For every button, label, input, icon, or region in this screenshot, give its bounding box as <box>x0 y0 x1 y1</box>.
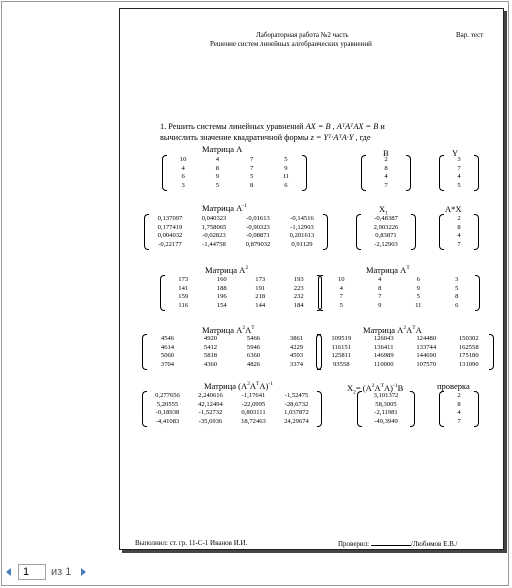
matrix-cell: 0,91129 <box>291 240 313 248</box>
matrix-check <box>439 391 479 427</box>
matrix-cell: 160 <box>216 276 227 283</box>
task-text: 1. Решить системы линейных уравнений <box>160 122 306 131</box>
matrix-a2-title-text: Матрица A <box>205 264 246 275</box>
formula-atatax-b: AᵀAᵀAX = B <box>336 122 379 131</box>
signature-line <box>371 539 411 546</box>
check-title: проверка <box>437 381 470 391</box>
matrix-y-title: Y <box>452 148 459 158</box>
matrix-cell: 6 <box>455 301 459 309</box>
matrix-cell: 8 <box>457 223 461 231</box>
matrix-cell: 144 <box>255 301 266 309</box>
matrix-cell: 131090 <box>458 360 479 368</box>
matrix-cell: -0,08871 <box>246 232 270 240</box>
matrix-a2ata-title-mid: A <box>406 324 413 335</box>
matrix-cell: 5,20555 <box>156 400 179 408</box>
matrix-at-title-sup: T <box>406 265 410 271</box>
matrix-ainv-title-text: Матрица A <box>202 202 243 213</box>
matrix-x2-title-sup3: -1 <box>393 383 398 389</box>
matrix-cell: 9 <box>416 284 420 292</box>
matrix-cell: 0,137097 <box>157 215 183 222</box>
matrix-cell: 2,240616 <box>198 392 223 399</box>
document-viewport[interactable] <box>2 2 508 559</box>
matrix-cell: 218 <box>255 293 266 301</box>
matrix-cell: 4 <box>378 276 382 283</box>
matrix-a2-at-a <box>316 334 494 370</box>
page-navigator <box>0 562 120 584</box>
matrix-cell: 173 <box>178 276 189 283</box>
matrix-cell: 133744 <box>416 343 437 351</box>
matrix-a <box>162 155 307 191</box>
matrix-cell: 116151 <box>331 343 352 351</box>
matrix-cell: 5060 <box>160 352 175 360</box>
matrix-cell: 196 <box>216 293 227 301</box>
matrix-a-squared <box>160 275 322 311</box>
matrix-cell: -0,18938 <box>155 409 180 417</box>
matrix-cell: 175180 <box>458 352 479 360</box>
matrix-cell: 0,004032 <box>157 232 183 240</box>
matrix-cell: 0,83871 <box>375 232 397 240</box>
matrix-cell: 2 <box>457 392 461 399</box>
matrix-cell: -0,22177 <box>158 240 182 248</box>
matrix-ax <box>439 214 479 250</box>
matrix-cell: 2 <box>457 215 461 222</box>
header-variant: Вар. тест <box>456 31 484 39</box>
task-text: и <box>378 122 385 131</box>
matrix-cell: 0,177419 <box>157 223 183 231</box>
matrix-cell: 0,201613 <box>289 232 315 240</box>
matrix-a2ata-title-text: Матрица A <box>363 324 404 335</box>
matrix-x2-title-end: A) <box>384 382 394 393</box>
matrix-a2at-title-mid: A <box>245 324 252 335</box>
matrix-cell: -4,41083 <box>155 417 180 425</box>
matrix-at-title <box>366 263 410 275</box>
header-title-line1: Лабораторная работа №2 часть <box>256 31 349 39</box>
task-separator: , <box>330 122 337 131</box>
matrix-cell: 42,12494 <box>198 400 223 408</box>
matrix-cell: 6 <box>284 181 288 189</box>
prev-page-arrow-icon[interactable] <box>6 568 11 576</box>
matrix-cell: 8 <box>455 293 459 301</box>
footer-checker-label: Проверил: <box>338 540 370 548</box>
matrix-cell: 188 <box>216 284 227 292</box>
matrix-cell: 4 <box>339 284 343 292</box>
matrix-a2-at <box>142 334 322 370</box>
matrix-cell: 3,101372 <box>373 392 399 399</box>
matrix-a-transposed <box>318 275 480 311</box>
page-count-label: из 1 <box>51 566 72 578</box>
document-page <box>119 8 504 550</box>
matrix-cell: 9 <box>378 301 382 309</box>
matrix-cell: 3704 <box>160 360 175 368</box>
matrix-cell: 2,903226 <box>373 223 399 231</box>
matrix-cell: 154 <box>216 301 227 309</box>
matrix-cell: 126043 <box>373 335 394 342</box>
matrix-a2at-title-sup2: T <box>251 325 255 331</box>
matrix-at-title-text: Матрица A <box>366 264 407 275</box>
matrix-cell: 4360 <box>203 360 218 368</box>
formula-ax-b: AX = B <box>305 122 331 131</box>
matrix-inverse-product <box>142 391 322 427</box>
matrix-cell: -1,52475 <box>284 392 309 399</box>
matrix-cell: 8 <box>215 164 220 172</box>
matrix-cell: 116 <box>178 301 189 309</box>
matrix-inv-title-sup2: T <box>256 381 260 387</box>
matrix-a2ata-title-sup1: 2 <box>403 325 407 331</box>
matrix-a2at-title-sup1: 2 <box>242 325 246 331</box>
matrix-cell: 150302 <box>458 335 479 342</box>
matrix-cell: 3374 <box>289 360 304 368</box>
matrix-ainv-title-sup: -1 <box>242 203 247 209</box>
matrix-x2-title-mid: A <box>374 382 381 393</box>
matrix-cell: 7 <box>457 164 461 172</box>
matrix-cell: 24,29674 <box>284 417 309 425</box>
matrix-cell: 7 <box>339 293 343 301</box>
matrix-ainv-title <box>202 201 247 213</box>
matrix-cell: 10 <box>337 276 345 283</box>
matrix-cell: 5818 <box>203 352 218 360</box>
footer-checker <box>338 539 457 549</box>
matrix-inv-title-sup3: -1 <box>268 381 273 387</box>
matrix-inv-title-mid: A <box>249 380 257 391</box>
matrix-x1 <box>356 214 416 250</box>
matrix-cell: 125811 <box>331 352 352 360</box>
matrix-cell: 8 <box>249 181 254 189</box>
matrix-a2-title <box>205 263 248 275</box>
matrix-a2at-title-text: Матрица A <box>202 324 243 335</box>
matrix-cell: 5946 <box>246 343 261 351</box>
matrix-cell: 110000 <box>373 360 394 368</box>
footer-checker-name: /Любимов Е.В./ <box>410 540 458 548</box>
matrix-cell: -1,17641 <box>241 392 266 399</box>
matrix-cell: 3 <box>181 181 185 189</box>
matrix-cell: 4 <box>181 164 185 172</box>
matrix-cell: 5 <box>284 156 288 163</box>
matrix-cell: 1,037872 <box>284 409 309 417</box>
matrix-cell: 173 <box>255 276 266 283</box>
matrix-cell: 3 <box>457 156 461 163</box>
matrix-cell: 10 <box>179 156 187 163</box>
matrix-cell: -0,14516 <box>290 215 314 222</box>
matrix-cell: 141 <box>178 284 189 292</box>
matrix-cell: 7 <box>457 417 461 425</box>
matrix-cell: 9 <box>284 164 288 172</box>
matrix-cell: 11 <box>415 301 422 309</box>
matrix-cell: 5 <box>339 301 343 309</box>
matrix-x2-title-sub: 2 <box>353 389 356 396</box>
matrix-inv-title <box>204 379 273 391</box>
matrix-inv-title-end: A) <box>259 380 269 391</box>
matrix-cell: -35,6936 <box>198 417 223 425</box>
matrix-cell: 5 <box>455 284 459 292</box>
task-text: , где <box>353 132 371 142</box>
matrix-x2-title-pre: X <box>347 382 354 393</box>
matrix-cell: -0,01613 <box>246 215 270 222</box>
page-number-input[interactable]: 1 <box>18 564 46 580</box>
matrix-cell: 5 <box>416 293 420 301</box>
matrix-cell: -0,48387 <box>374 215 398 222</box>
matrix-x1-title-text: X <box>379 204 386 214</box>
matrix-cell: 6 <box>416 276 420 283</box>
matrix-x2-title-eq: = (A <box>355 382 372 393</box>
matrix-cell: 193 <box>293 276 304 283</box>
matrix-cell: 146989 <box>373 352 394 360</box>
matrix-cell: 0,803111 <box>241 409 266 417</box>
matrix-cell: 18,72463 <box>241 417 266 425</box>
matrix-a2ata-title-end: A <box>415 324 422 335</box>
matrix-cell: 11 <box>282 173 290 181</box>
matrix-x2 <box>357 391 415 427</box>
matrix-a2-title-sup: 2 <box>245 265 249 271</box>
matrix-x2-title-tail: B <box>397 382 404 393</box>
matrix-inv-title-sup1: 2 <box>247 381 250 387</box>
matrix-cell: 58,3005 <box>375 400 397 408</box>
matrix-cell: 4593 <box>289 352 304 360</box>
footer-author: Выполнил: ст. гр. 11-С-1 Иванов И.И. <box>135 539 248 547</box>
next-page-arrow-icon[interactable] <box>81 568 86 576</box>
matrix-cell: 0,277656 <box>155 392 180 399</box>
matrix-inv-title-text: Матрица (A <box>204 380 248 391</box>
matrix-cell: 4 <box>215 156 220 163</box>
header-title-line2: Решение систем линейных алгебраических уравнений <box>210 40 372 48</box>
matrix-b <box>361 155 411 191</box>
formula-quadratic: z = Yᵀ·AᵀA·Y <box>310 132 354 142</box>
matrix-a2ata-title-sup2: T <box>412 325 416 331</box>
matrix-cell: 1,758065 <box>201 223 227 231</box>
matrix-cell: 2 <box>384 156 388 163</box>
matrix-cell: 9 <box>215 173 220 181</box>
matrix-x1-title-sub: 1 <box>385 210 388 217</box>
matrix-cell: 4614 <box>160 343 175 351</box>
task-text: вычислить значение квадратичной формы <box>160 132 311 142</box>
matrix-cell: 4229 <box>289 343 304 351</box>
matrix-cell: 7 <box>384 181 388 189</box>
matrix-cell: 4826 <box>246 360 261 368</box>
matrix-x2-title-sup1: 2 <box>371 383 375 389</box>
matrix-cell: -1,44758 <box>202 240 226 248</box>
matrix-cell: 4 <box>384 173 388 181</box>
matrix-x2-title-sup2: T <box>380 383 385 389</box>
matrix-cell: 5 <box>215 181 220 189</box>
matrix-cell: 5 <box>457 181 461 189</box>
matrix-cell: 6 <box>181 173 185 181</box>
matrix-cell: -2,12903 <box>374 240 398 248</box>
matrix-cell: 5 <box>249 173 254 181</box>
matrix-cell: 109519 <box>331 335 352 342</box>
matrix-cell: -28,6732 <box>284 400 309 408</box>
matrix-cell: 5466 <box>246 335 261 342</box>
matrix-ax-title: A*X <box>445 204 462 214</box>
matrix-cell: 3861 <box>289 335 304 342</box>
matrix-cell: 136411 <box>373 343 394 351</box>
matrix-cell: 184 <box>293 301 304 309</box>
matrix-cell: 8 <box>457 400 461 408</box>
matrix-cell: 4 <box>457 409 461 417</box>
matrix-cell: 162558 <box>458 343 479 351</box>
matrix-cell: 7 <box>249 156 254 163</box>
matrix-cell: -0,02823 <box>202 232 226 240</box>
matrix-cell: 191 <box>255 284 266 292</box>
matrix-cell: -22,0995 <box>241 400 266 408</box>
matrix-cell: 8 <box>384 164 388 172</box>
matrix-cell: 4 <box>457 173 461 181</box>
matrix-cell: -2,11981 <box>374 409 398 417</box>
matrix-cell: 144690 <box>416 352 437 360</box>
matrix-cell: 5412 <box>203 343 218 351</box>
matrix-a-inverse <box>144 214 328 250</box>
matrix-cell: 223 <box>293 284 304 292</box>
matrix-cell: 4546 <box>160 335 175 342</box>
matrix-cell: 232 <box>293 293 304 301</box>
matrix-cell: 8 <box>378 284 382 292</box>
matrix-cell: -0,90323 <box>246 223 270 231</box>
matrix-cell: -1,52732 <box>198 409 223 417</box>
matrix-cell: 159 <box>178 293 189 301</box>
matrix-a-title: Матрица A <box>202 144 243 154</box>
matrix-cell: -1,12903 <box>290 223 314 231</box>
matrix-cell: 0,040323 <box>201 215 227 222</box>
matrix-cell: 7 <box>249 164 254 172</box>
matrix-y <box>439 155 479 191</box>
matrix-cell: -49,3949 <box>374 417 398 425</box>
matrix-cell: 7 <box>457 240 461 248</box>
matrix-cell: 93558 <box>333 360 350 368</box>
matrix-cell: 7 <box>378 293 382 301</box>
matrix-cell: 4 <box>457 232 461 240</box>
matrix-cell: 124480 <box>416 335 437 342</box>
matrix-cell: 3 <box>455 276 459 283</box>
matrix-cell: 6360 <box>246 352 261 360</box>
matrix-cell: 4920 <box>203 335 218 342</box>
task-statement <box>160 122 500 143</box>
matrix-cell: 0,879032 <box>245 240 271 248</box>
matrix-b-title: B <box>383 148 389 158</box>
matrix-cell: 107570 <box>416 360 437 368</box>
